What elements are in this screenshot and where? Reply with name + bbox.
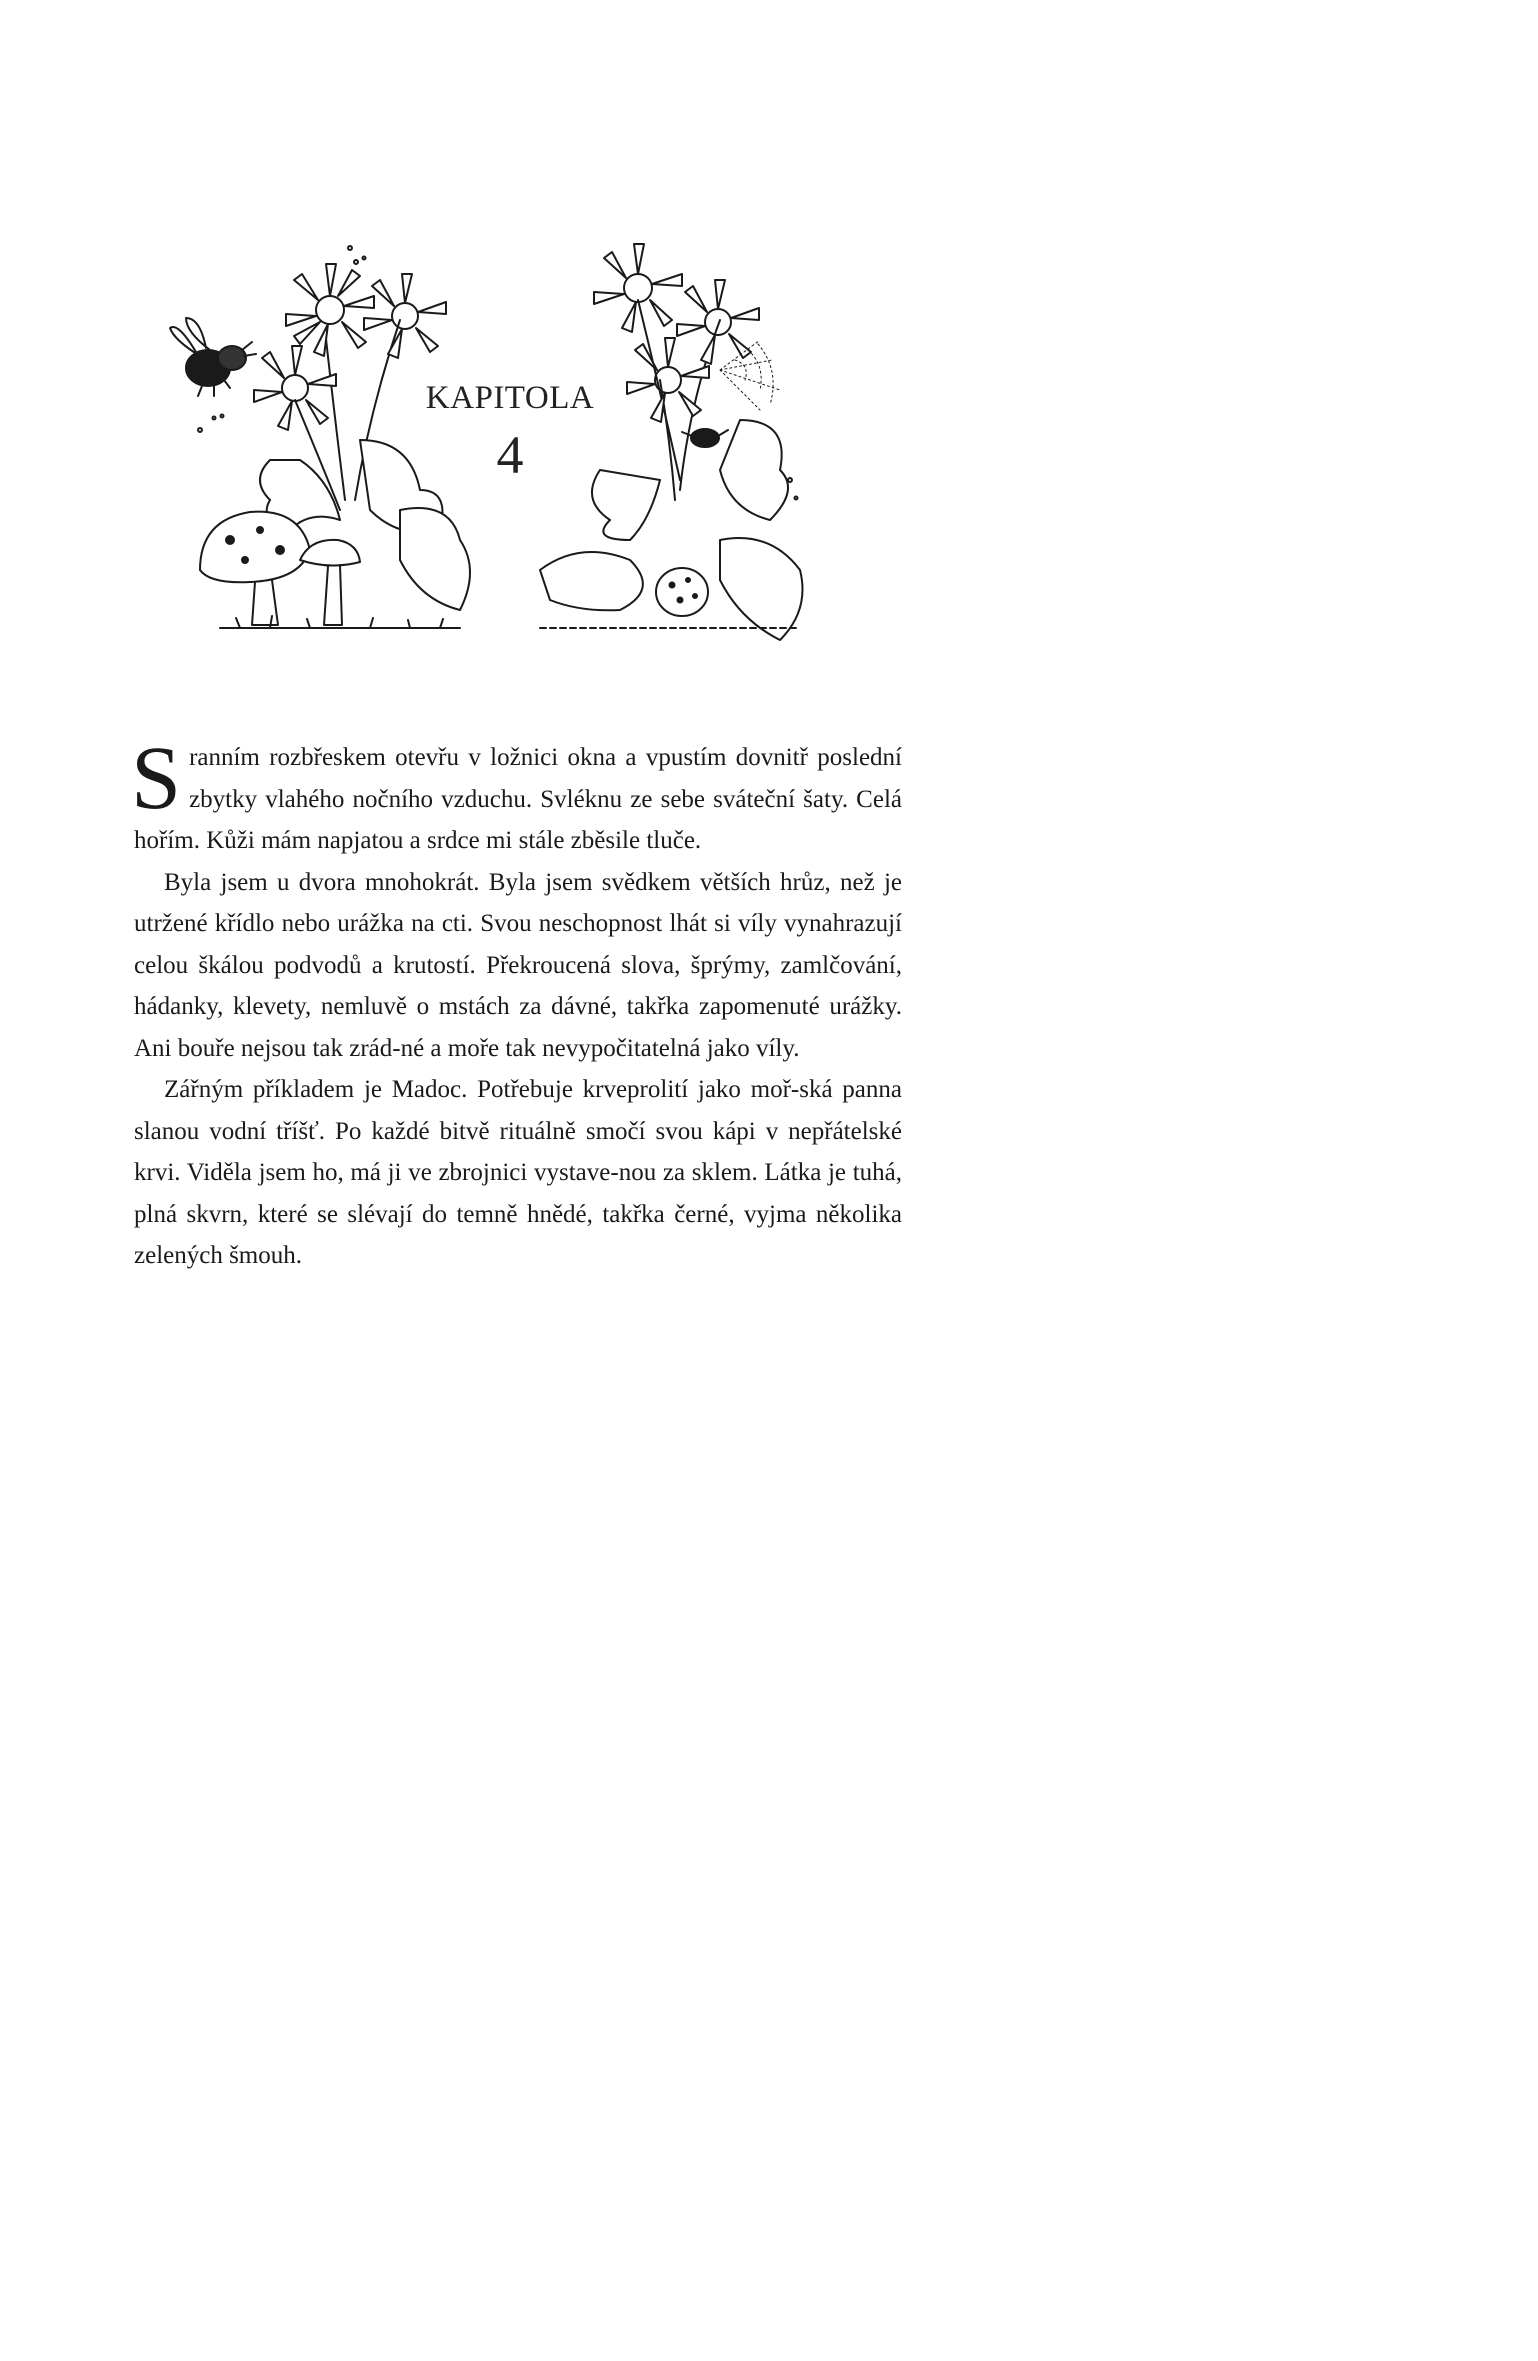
paragraph-2: Byla jsem u dvora mnohokrát. Byla jsem svědkem větších hrůz, než je utržené křídlo nebo urážka na cti. Svou neschopnost lhát si víly vynahrazují celou škálou podvodů a krutostí. Překroucená slova, šprýmy, zamlčování, hádanky, klevety, nemluvě o mstách za dávné, takřka zapomenuté urážky. Ani bouře nejsou tak zrád-né a moře tak nevypočitatelná jako víly. — [134, 868, 902, 1062]
mushroom-icon — [200, 512, 310, 625]
chapter-number: 4 — [496, 425, 524, 485]
paragraph-1 — [131, 729, 902, 862]
daisy-flower-icon — [677, 280, 759, 364]
bee-icon — [170, 318, 256, 396]
daisy-flower-icon — [627, 338, 709, 422]
pod-icon — [656, 568, 708, 616]
mushroom-icon — [300, 540, 360, 625]
chapter-label: KAPITOLA — [425, 380, 595, 416]
daisy-flower-icon — [594, 244, 682, 332]
daisy-flower-icon — [364, 274, 446, 358]
paragraph-1-text: ranním rozbřeskem otevřu v ložnici okna a vpustím dovnitř poslední zbytky vlahého nočního vzduchu. Svléknu ze sebe sváteční šaty. Celá hořím. Kůži mám napjatou a srdce mi stále zběsile tluče. — [134, 744, 902, 854]
drop-cap: S — [131, 729, 182, 828]
daisy-flower-icon — [254, 346, 336, 430]
chapter-body-text — [131, 729, 902, 1277]
daisy-flower-icon — [286, 264, 374, 356]
book-page — [0, 0, 1024, 1536]
paragraph-3: Zářným příkladem je Madoc. Potřebuje krveprolití jako moř-ská panna slanou vodní tříšť. Po každé bitvě rituálně smočí svou kápi v nepřátelské krvi. Viděla jsem ho, má ji ve zbrojnici vystave-nou za sklem. Látka je tuhá, plná skvrn, které se slévají do temně hnědé, takřka černé, vyjma několika zelených šmouh. — [134, 1076, 902, 1269]
